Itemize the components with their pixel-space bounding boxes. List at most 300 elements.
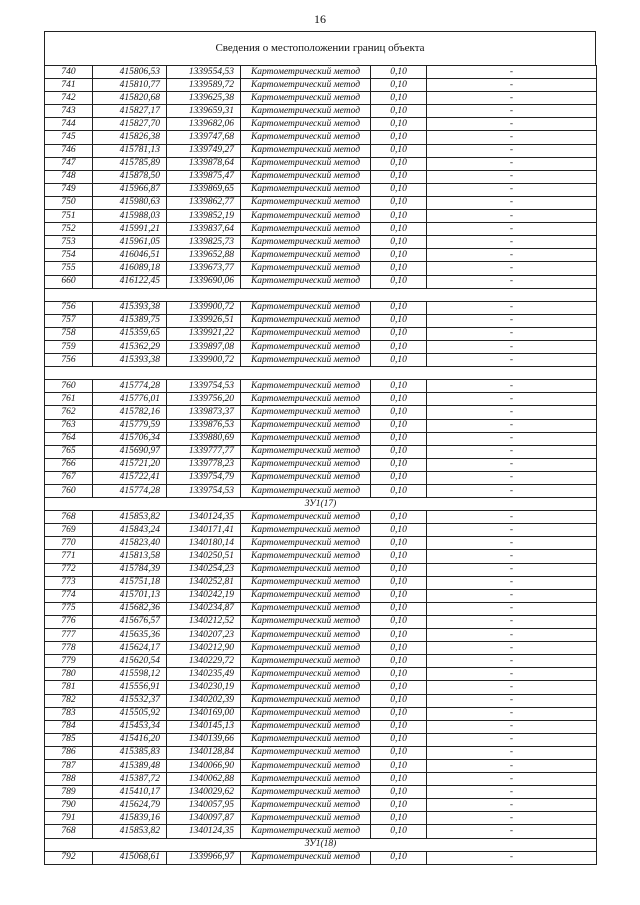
point-number-cell: 765: [45, 445, 93, 458]
point-number-cell: 754: [45, 249, 93, 262]
precision-cell: 0,10: [371, 589, 427, 602]
method-cell: Картометрический метод: [241, 524, 371, 537]
point-number-cell: 787: [45, 759, 93, 772]
x-coordinate-cell: 415416,20: [93, 733, 167, 746]
description-cell: -: [427, 563, 597, 576]
point-number-cell: 779: [45, 655, 93, 668]
point-number-cell: 769: [45, 524, 93, 537]
method-cell: Картометрический метод: [241, 275, 371, 288]
y-coordinate-cell: 1339749,27: [167, 144, 241, 157]
table-row: [45, 615, 597, 628]
precision-cell: 0,10: [371, 249, 427, 262]
x-coordinate-cell: 415784,39: [93, 563, 167, 576]
method-cell: Картометрический метод: [241, 131, 371, 144]
method-cell: Картометрический метод: [241, 170, 371, 183]
x-coordinate-cell: 415782,16: [93, 406, 167, 419]
description-cell: -: [427, 825, 597, 838]
x-coordinate-cell: 415624,17: [93, 642, 167, 655]
point-number-cell: 753: [45, 236, 93, 249]
point-number-cell: 783: [45, 707, 93, 720]
x-coordinate-cell: 415690,97: [93, 445, 167, 458]
point-number-cell: 792: [45, 851, 93, 864]
point-number-cell: 741: [45, 79, 93, 92]
x-coordinate-cell: 415721,20: [93, 458, 167, 471]
method-cell: Картометрический метод: [241, 511, 371, 524]
x-coordinate-cell: 415635,36: [93, 629, 167, 642]
point-number-cell: 762: [45, 406, 93, 419]
x-coordinate-cell: 415827,70: [93, 118, 167, 131]
table-row: [45, 485, 597, 498]
point-number-cell: 748: [45, 170, 93, 183]
method-cell: Картометрический метод: [241, 223, 371, 236]
precision-cell: 0,10: [371, 406, 427, 419]
x-coordinate-cell: 415453,34: [93, 720, 167, 733]
blank-separator-row: [45, 288, 597, 301]
description-cell: -: [427, 511, 597, 524]
table-row: [45, 511, 597, 524]
boundary-table-sheet: [44, 31, 596, 865]
table-row: [45, 157, 597, 170]
table-row: [45, 602, 597, 615]
description-cell: -: [427, 720, 597, 733]
description-cell: -: [427, 471, 597, 484]
description-cell: -: [427, 105, 597, 118]
table-row: [45, 524, 597, 537]
description-cell: -: [427, 681, 597, 694]
table-row: [45, 668, 597, 681]
section-header-row: [45, 498, 597, 511]
point-number-cell: 750: [45, 196, 93, 209]
table-row: [45, 786, 597, 799]
description-cell: -: [427, 602, 597, 615]
x-coordinate-cell: 416089,18: [93, 262, 167, 275]
table-row: [45, 759, 597, 772]
table-row: [45, 340, 597, 353]
x-coordinate-cell: 415988,03: [93, 210, 167, 223]
table-row: [45, 576, 597, 589]
description-cell: -: [427, 759, 597, 772]
description-cell: -: [427, 380, 597, 393]
table-row: [45, 681, 597, 694]
description-cell: -: [427, 118, 597, 131]
table-row: [45, 733, 597, 746]
x-coordinate-cell: 416046,51: [93, 249, 167, 262]
description-cell: -: [427, 419, 597, 432]
method-cell: Картометрический метод: [241, 537, 371, 550]
x-coordinate-cell: 415966,87: [93, 183, 167, 196]
table-row: [45, 589, 597, 602]
method-cell: Картометрический метод: [241, 354, 371, 367]
y-coordinate-cell: 1340207,23: [167, 629, 241, 642]
table-row: [45, 471, 597, 484]
point-number-cell: 778: [45, 642, 93, 655]
table-row: [45, 354, 597, 367]
method-cell: Картометрический метод: [241, 681, 371, 694]
point-number-cell: 768: [45, 511, 93, 524]
point-number-cell: 758: [45, 327, 93, 340]
point-number-cell: 791: [45, 812, 93, 825]
method-cell: Картометрический метод: [241, 563, 371, 576]
x-coordinate-cell: 415823,40: [93, 537, 167, 550]
description-cell: -: [427, 223, 597, 236]
table-row: [45, 223, 597, 236]
y-coordinate-cell: 1339825,73: [167, 236, 241, 249]
description-cell: -: [427, 642, 597, 655]
description-cell: -: [427, 733, 597, 746]
precision-cell: 0,10: [371, 157, 427, 170]
y-coordinate-cell: 1340254,23: [167, 563, 241, 576]
precision-cell: 0,10: [371, 537, 427, 550]
precision-cell: 0,10: [371, 550, 427, 563]
blank-cell: [45, 367, 597, 380]
x-coordinate-cell: 415774,28: [93, 485, 167, 498]
x-coordinate-cell: 415826,38: [93, 131, 167, 144]
table-row: [45, 458, 597, 471]
precision-cell: 0,10: [371, 118, 427, 131]
method-cell: Картометрический метод: [241, 210, 371, 223]
table-row: [45, 79, 597, 92]
method-cell: Картометрический метод: [241, 105, 371, 118]
x-coordinate-cell: 415722,41: [93, 471, 167, 484]
description-cell: -: [427, 196, 597, 209]
y-coordinate-cell: 1339589,72: [167, 79, 241, 92]
point-number-cell: 764: [45, 432, 93, 445]
description-cell: -: [427, 629, 597, 642]
description-cell: -: [427, 668, 597, 681]
point-number-cell: 759: [45, 340, 93, 353]
y-coordinate-cell: 1339880,69: [167, 432, 241, 445]
table-row: [45, 105, 597, 118]
section-label: ЗУ1(18): [45, 838, 597, 851]
description-cell: -: [427, 262, 597, 275]
y-coordinate-cell: 1340062,88: [167, 773, 241, 786]
method-cell: Картометрический метод: [241, 655, 371, 668]
point-number-cell: 760: [45, 485, 93, 498]
x-coordinate-cell: 415781,13: [93, 144, 167, 157]
method-cell: Картометрический метод: [241, 419, 371, 432]
table-row: [45, 262, 597, 275]
y-coordinate-cell: 1339777,77: [167, 445, 241, 458]
table-row: [45, 655, 597, 668]
x-coordinate-cell: 416122,45: [93, 275, 167, 288]
precision-cell: 0,10: [371, 668, 427, 681]
precision-cell: 0,10: [371, 576, 427, 589]
precision-cell: 0,10: [371, 642, 427, 655]
y-coordinate-cell: 1340029,62: [167, 786, 241, 799]
description-cell: -: [427, 131, 597, 144]
method-cell: Картометрический метод: [241, 196, 371, 209]
precision-cell: 0,10: [371, 314, 427, 327]
point-number-cell: 742: [45, 92, 93, 105]
table-row: [45, 196, 597, 209]
y-coordinate-cell: 1339778,23: [167, 458, 241, 471]
x-coordinate-cell: 415779,59: [93, 419, 167, 432]
table-row: [45, 694, 597, 707]
y-coordinate-cell: 1340171,41: [167, 524, 241, 537]
point-number-cell: 766: [45, 458, 93, 471]
point-number-cell: 749: [45, 183, 93, 196]
description-cell: -: [427, 485, 597, 498]
method-cell: Картометрический метод: [241, 66, 371, 79]
method-cell: Картометрический метод: [241, 602, 371, 615]
page-number: 16: [314, 12, 326, 26]
y-coordinate-cell: 1340180,14: [167, 537, 241, 550]
description-cell: -: [427, 314, 597, 327]
table-row: [45, 720, 597, 733]
point-number-cell: 790: [45, 799, 93, 812]
method-cell: Картометрический метод: [241, 642, 371, 655]
y-coordinate-cell: 1339900,72: [167, 354, 241, 367]
y-coordinate-cell: 1339926,51: [167, 314, 241, 327]
point-number-cell: 770: [45, 537, 93, 550]
precision-cell: 0,10: [371, 393, 427, 406]
x-coordinate-cell: 415359,65: [93, 327, 167, 340]
y-coordinate-cell: 1339690,06: [167, 275, 241, 288]
description-cell: -: [427, 707, 597, 720]
point-number-cell: 747: [45, 157, 93, 170]
method-cell: Картометрический метод: [241, 825, 371, 838]
table-row: [45, 563, 597, 576]
y-coordinate-cell: 1339876,53: [167, 419, 241, 432]
precision-cell: 0,10: [371, 681, 427, 694]
y-coordinate-cell: 1340212,52: [167, 615, 241, 628]
y-coordinate-cell: 1340097,87: [167, 812, 241, 825]
y-coordinate-cell: 1339897,08: [167, 340, 241, 353]
precision-cell: 0,10: [371, 354, 427, 367]
description-cell: -: [427, 458, 597, 471]
precision-cell: 0,10: [371, 210, 427, 223]
y-coordinate-cell: 1339966,97: [167, 851, 241, 864]
method-cell: Картометрический метод: [241, 773, 371, 786]
table-row: [45, 746, 597, 759]
precision-cell: 0,10: [371, 223, 427, 236]
description-cell: -: [427, 406, 597, 419]
description-cell: -: [427, 812, 597, 825]
method-cell: Картометрический метод: [241, 786, 371, 799]
precision-cell: 0,10: [371, 471, 427, 484]
precision-cell: 0,10: [371, 105, 427, 118]
description-cell: -: [427, 786, 597, 799]
y-coordinate-cell: 1340202,39: [167, 694, 241, 707]
precision-cell: 0,10: [371, 262, 427, 275]
description-cell: -: [427, 746, 597, 759]
point-number-cell: 743: [45, 105, 93, 118]
point-number-cell: 775: [45, 602, 93, 615]
x-coordinate-cell: 415776,01: [93, 393, 167, 406]
x-coordinate-cell: 415068,61: [93, 851, 167, 864]
x-coordinate-cell: 415751,18: [93, 576, 167, 589]
table-row: [45, 249, 597, 262]
method-cell: Картометрический метод: [241, 380, 371, 393]
description-cell: -: [427, 445, 597, 458]
method-cell: Картометрический метод: [241, 79, 371, 92]
x-coordinate-cell: 415827,17: [93, 105, 167, 118]
x-coordinate-cell: 415624,79: [93, 799, 167, 812]
method-cell: Картометрический метод: [241, 746, 371, 759]
table-row: [45, 707, 597, 720]
y-coordinate-cell: 1339682,06: [167, 118, 241, 131]
method-cell: Картометрический метод: [241, 249, 371, 262]
point-number-cell: 751: [45, 210, 93, 223]
x-coordinate-cell: 415676,57: [93, 615, 167, 628]
y-coordinate-cell: 1339873,37: [167, 406, 241, 419]
y-coordinate-cell: 1340124,35: [167, 511, 241, 524]
y-coordinate-cell: 1339900,72: [167, 301, 241, 314]
method-cell: Картометрический метод: [241, 393, 371, 406]
description-cell: -: [427, 354, 597, 367]
table-row: [45, 642, 597, 655]
y-coordinate-cell: 1340139,66: [167, 733, 241, 746]
y-coordinate-cell: 1340145,13: [167, 720, 241, 733]
table-row: [45, 66, 597, 79]
description-cell: -: [427, 170, 597, 183]
point-number-cell: 788: [45, 773, 93, 786]
description-cell: -: [427, 393, 597, 406]
point-number-cell: 785: [45, 733, 93, 746]
x-coordinate-cell: 415387,72: [93, 773, 167, 786]
method-cell: Картометрический метод: [241, 144, 371, 157]
precision-cell: 0,10: [371, 79, 427, 92]
table-row: [45, 432, 597, 445]
precision-cell: 0,10: [371, 511, 427, 524]
y-coordinate-cell: 1339652,88: [167, 249, 241, 262]
x-coordinate-cell: 415556,91: [93, 681, 167, 694]
x-coordinate-cell: 415701,13: [93, 589, 167, 602]
precision-cell: 0,10: [371, 851, 427, 864]
description-cell: -: [427, 327, 597, 340]
table-row: [45, 825, 597, 838]
point-number-cell: 782: [45, 694, 93, 707]
x-coordinate-cell: 415393,38: [93, 301, 167, 314]
precision-cell: 0,10: [371, 524, 427, 537]
point-number-cell: 660: [45, 275, 93, 288]
table-row: [45, 799, 597, 812]
blank-cell: [45, 288, 597, 301]
method-cell: Картометрический метод: [241, 445, 371, 458]
method-cell: Картометрический метод: [241, 432, 371, 445]
x-coordinate-cell: 415853,82: [93, 511, 167, 524]
point-number-cell: 767: [45, 471, 93, 484]
x-coordinate-cell: 415991,21: [93, 223, 167, 236]
y-coordinate-cell: 1340169,00: [167, 707, 241, 720]
description-cell: -: [427, 589, 597, 602]
y-coordinate-cell: 1339659,31: [167, 105, 241, 118]
x-coordinate-cell: 415598,12: [93, 668, 167, 681]
precision-cell: 0,10: [371, 563, 427, 576]
method-cell: Картометрический метод: [241, 759, 371, 772]
y-coordinate-cell: 1340057,95: [167, 799, 241, 812]
description-cell: -: [427, 183, 597, 196]
point-number-cell: 745: [45, 131, 93, 144]
x-coordinate-cell: 415806,53: [93, 66, 167, 79]
y-coordinate-cell: 1340235,49: [167, 668, 241, 681]
table-row: [45, 445, 597, 458]
precision-cell: 0,10: [371, 812, 427, 825]
method-cell: Картометрический метод: [241, 327, 371, 340]
table-row: [45, 236, 597, 249]
point-number-cell: 776: [45, 615, 93, 628]
blank-separator-row: [45, 367, 597, 380]
point-number-cell: 780: [45, 668, 93, 681]
precision-cell: 0,10: [371, 629, 427, 642]
x-coordinate-cell: 415961,05: [93, 236, 167, 249]
description-cell: -: [427, 615, 597, 628]
table-row: [45, 92, 597, 105]
point-number-cell: 768: [45, 825, 93, 838]
precision-cell: 0,10: [371, 733, 427, 746]
precision-cell: 0,10: [371, 707, 427, 720]
y-coordinate-cell: 1340252,81: [167, 576, 241, 589]
precision-cell: 0,10: [371, 183, 427, 196]
y-coordinate-cell: 1339921,22: [167, 327, 241, 340]
description-cell: -: [427, 340, 597, 353]
precision-cell: 0,10: [371, 301, 427, 314]
table-row: [45, 419, 597, 432]
point-number-cell: 746: [45, 144, 93, 157]
y-coordinate-cell: 1339754,53: [167, 380, 241, 393]
table-row: [45, 812, 597, 825]
x-coordinate-cell: 415393,38: [93, 354, 167, 367]
x-coordinate-cell: 415682,36: [93, 602, 167, 615]
method-cell: Картометрический метод: [241, 485, 371, 498]
method-cell: Картометрический метод: [241, 589, 371, 602]
y-coordinate-cell: 1339754,53: [167, 485, 241, 498]
table-row: [45, 851, 597, 864]
point-number-cell: 756: [45, 301, 93, 314]
precision-cell: 0,10: [371, 825, 427, 838]
table-row: [45, 144, 597, 157]
precision-cell: 0,10: [371, 340, 427, 353]
point-number-cell: 773: [45, 576, 93, 589]
method-cell: Картометрический метод: [241, 236, 371, 249]
y-coordinate-cell: 1339852,19: [167, 210, 241, 223]
y-coordinate-cell: 1340230,19: [167, 681, 241, 694]
table-row: [45, 327, 597, 340]
x-coordinate-cell: 415620,54: [93, 655, 167, 668]
x-coordinate-cell: 415410,17: [93, 786, 167, 799]
method-cell: Картометрический метод: [241, 301, 371, 314]
point-number-cell: 740: [45, 66, 93, 79]
x-coordinate-cell: 415389,75: [93, 314, 167, 327]
table-row: [45, 380, 597, 393]
description-cell: -: [427, 210, 597, 223]
point-number-cell: 777: [45, 629, 93, 642]
y-coordinate-cell: 1340234,87: [167, 602, 241, 615]
precision-cell: 0,10: [371, 799, 427, 812]
method-cell: Картометрический метод: [241, 668, 371, 681]
point-number-cell: 781: [45, 681, 93, 694]
precision-cell: 0,10: [371, 720, 427, 733]
table-row: [45, 131, 597, 144]
precision-cell: 0,10: [371, 196, 427, 209]
point-number-cell: 771: [45, 550, 93, 563]
description-cell: -: [427, 249, 597, 262]
method-cell: Картометрический метод: [241, 851, 371, 864]
y-coordinate-cell: 1339673,77: [167, 262, 241, 275]
point-number-cell: 789: [45, 786, 93, 799]
description-cell: -: [427, 773, 597, 786]
y-coordinate-cell: 1339862,77: [167, 196, 241, 209]
point-number-cell: 786: [45, 746, 93, 759]
y-coordinate-cell: 1340229,72: [167, 655, 241, 668]
x-coordinate-cell: 415385,83: [93, 746, 167, 759]
method-cell: Картометрический метод: [241, 720, 371, 733]
precision-cell: 0,10: [371, 773, 427, 786]
boundary-coordinates-table: [44, 65, 597, 865]
description-cell: -: [427, 550, 597, 563]
method-cell: Картометрический метод: [241, 707, 371, 720]
x-coordinate-cell: 415820,68: [93, 92, 167, 105]
